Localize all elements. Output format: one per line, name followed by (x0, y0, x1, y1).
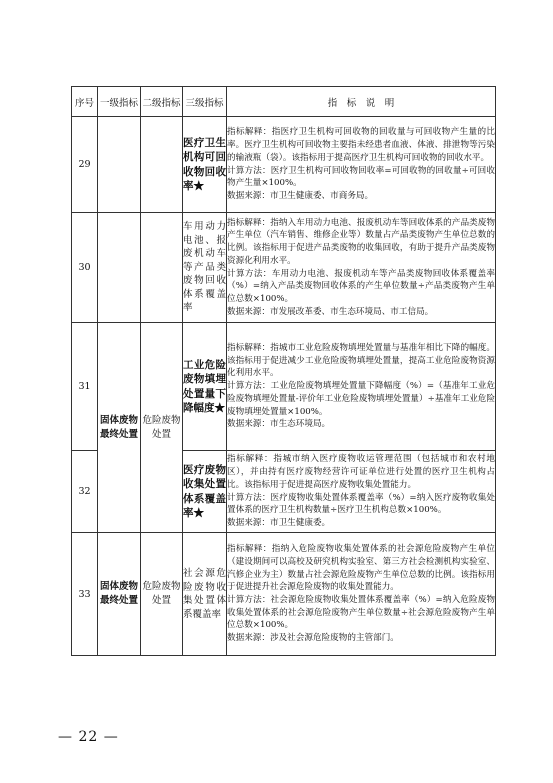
page-number: — 22 — (58, 729, 119, 745)
row-level2: 危险废物处置 (141, 533, 183, 656)
header-level2: 二级指标 (141, 87, 183, 117)
desc-explain: 指标解释：指医疗卫生机构可回收物的回收量与可回收物产生量的比率。医疗卫生机构可回收物主要指未经患者血液、体液、排泄物等污染的输液瓶（袋）。该指标用于提高医疗卫生机构可回收物的回收水平。 (227, 127, 495, 163)
desc-source: 数据来源：市卫生健康委。 (227, 517, 331, 528)
row-level3: 工业危险废物填埋处置量下降幅度★ (183, 323, 227, 451)
table-row (72, 213, 496, 323)
header-seq: 序号 (72, 87, 98, 117)
desc-method: 计算方法：社会源危险废物收集处置体系覆盖率（%）=纳入危险废物收集处置体系的社会源危险废物产生单位数量÷社会源危险废物产生单位总数×100%。 (227, 595, 495, 631)
desc-source: 数据来源：市生态环境局。 (227, 419, 331, 430)
row-level1: 固体废物最终处置 (98, 323, 141, 533)
row-desc (227, 117, 496, 213)
header-level1: 一级指标 (98, 87, 141, 117)
desc-source: 数据来源：涉及社会源危险废物的主管部门。 (227, 633, 399, 644)
row-desc (227, 451, 496, 533)
row-seq: 31 (72, 323, 98, 451)
row-seq: 32 (72, 451, 98, 533)
desc-explain: 指标解释：指纳入危险废物收集处置体系的社会源危险废物产生单位（建设期间可以高校及研究机构实验室、第三方社会检测机构实验室、汽修企业为主）数量占社会源危险废物产生单位总数的比例。该指标用于促进提升社会源危险废物的收集处置能力。 (227, 544, 495, 593)
desc-method: 计算方法：车用动力电池、报废机动车等产品类废物回收体系覆盖率（%）=纳入产品类废物回收体系的产生单位数量÷产品类废物产生单位总数×100%。 (227, 268, 495, 304)
desc-explain: 指标解释：指城市工业危险废物填埋处置量与基准年相比下降的幅度。该指标用于促进减少工业危险废物填埋处置量，提高工业危险废物资源化利用水平。 (227, 343, 495, 379)
row-level1-blank (98, 117, 141, 213)
row-desc (227, 533, 496, 656)
row-seq: 30 (72, 213, 98, 323)
desc-explain: 指标解释：指纳入车用动力电池、报废机动车等回收体系的产品类废物产生单位（汽车销售、维修企业等）数量占产品类废物产生单位总数的比例。该指标用于促进产品类废物的收集回收，有助于提升产品类废物资源化利用水平。 (227, 217, 495, 266)
row-seq: 33 (72, 533, 98, 656)
row-desc (227, 323, 496, 451)
row-level3: 医疗卫生机构可回收物回收率★ (183, 117, 227, 213)
row-level2-blank (141, 213, 183, 323)
table-row (72, 323, 496, 451)
table-header-row (72, 87, 496, 117)
row-level2: 危险废物处置 (141, 323, 183, 533)
row-level3: 社会源危险废物收集处置体系覆盖率 (183, 533, 227, 656)
desc-method: 计算方法：医疗废物收集处置体系覆盖率（%）=纳入医疗废物收集处置体系的医疗卫生机构数量÷医疗卫生机构总数×100%。 (227, 492, 495, 516)
desc-method: 计算方法：医疗卫生机构可回收物回收率=可回收物的回收量÷可回收物产生量×100%。 (227, 165, 495, 189)
row-level3: 车用动力电池、报废机动车等产品类废物回收体系覆盖率 (183, 213, 227, 323)
desc-method: 计算方法：工业危险废物填埋处置量下降幅度（%）=（基准年工业危险废物填埋处置量-评价年工业危险废物填埋处置量）÷基准年工业危险废物填埋处置量×100%。 (227, 381, 495, 417)
row-desc (227, 213, 496, 323)
header-desc: 指 标 说 明 (227, 87, 496, 117)
desc-source: 数据来源：市发展改革委、市生态环境局、市工信局。 (227, 306, 434, 317)
table-row (72, 117, 496, 213)
indicator-table (71, 86, 496, 656)
row-level2-blank (141, 117, 183, 213)
desc-explain: 指标解释：指城市纳入医疗废物收运管理范围（包括城市和农村地区），并由持有医疗废物经营许可证单位进行处置的医疗卫生机构占比。该指标用于促进提高医疗废物收集处置能力。 (227, 454, 495, 490)
desc-source: 数据来源：市卫生健康委、市商务局。 (227, 190, 374, 201)
row-seq: 29 (72, 117, 98, 213)
header-level3: 三级指标 (183, 87, 227, 117)
row-level1-blank (98, 213, 141, 323)
row-level1: 固体废物最终处置 (98, 533, 141, 656)
row-level3: 医疗废物收集处置体系覆盖率★ (183, 451, 227, 533)
table-row (72, 533, 496, 656)
